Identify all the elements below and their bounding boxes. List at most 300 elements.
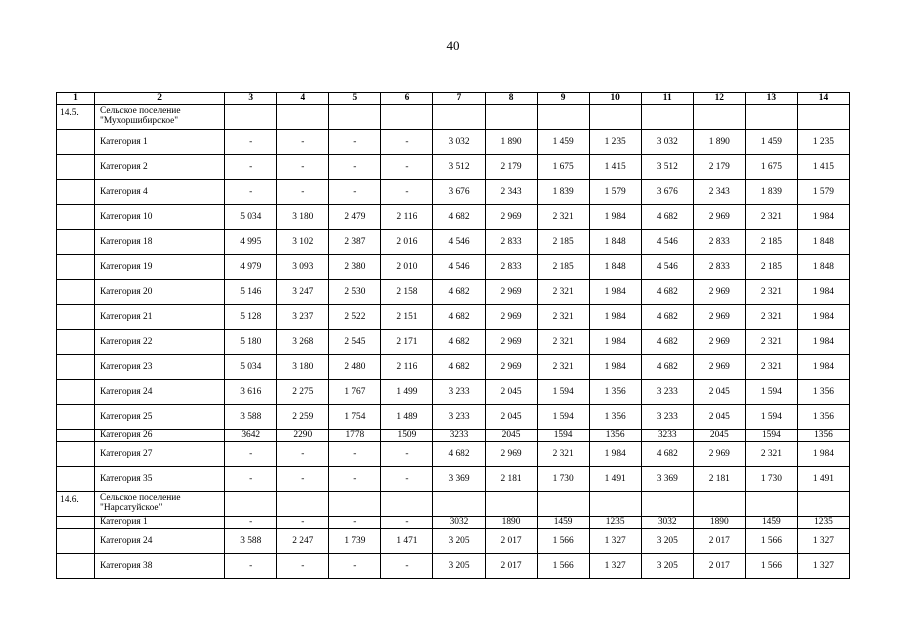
column-header: 4 — [277, 93, 329, 105]
value-cell: - — [277, 130, 329, 155]
value-cell: 2045 — [693, 430, 745, 442]
value-cell: 3 676 — [433, 180, 485, 205]
value-cell: - — [225, 442, 277, 467]
value-cell: - — [329, 442, 381, 467]
category-name: Категория 35 — [95, 467, 225, 492]
value-cell: - — [225, 554, 277, 579]
empty-cell — [589, 492, 641, 517]
value-cell: 4 979 — [225, 255, 277, 280]
table-row — [57, 305, 850, 330]
value-cell: 2 321 — [537, 442, 589, 467]
value-cell: 3 032 — [641, 130, 693, 155]
table-row — [57, 405, 850, 430]
value-cell: 2 321 — [537, 280, 589, 305]
code-cell — [57, 155, 95, 180]
value-cell: 5 180 — [225, 330, 277, 355]
table-row — [57, 230, 850, 255]
value-cell: 1 499 — [381, 380, 433, 405]
value-cell: - — [225, 130, 277, 155]
value-cell: 2 275 — [277, 380, 329, 405]
code-cell — [57, 554, 95, 579]
empty-cell — [329, 105, 381, 130]
value-cell: 4 682 — [641, 305, 693, 330]
table-row — [57, 130, 850, 155]
category-name: Категория 27 — [95, 442, 225, 467]
category-name: Категория 26 — [95, 430, 225, 442]
value-cell: 3 205 — [641, 554, 693, 579]
code-cell — [57, 230, 95, 255]
column-header: 9 — [537, 93, 589, 105]
value-cell: 1 890 — [485, 130, 537, 155]
value-cell: 2 259 — [277, 405, 329, 430]
value-cell: 2 321 — [745, 305, 797, 330]
tariff-table — [56, 92, 850, 579]
value-cell: 2 545 — [329, 330, 381, 355]
value-cell: 4 682 — [641, 442, 693, 467]
category-name: Категория 25 — [95, 405, 225, 430]
empty-cell — [641, 105, 693, 130]
code-cell — [57, 355, 95, 380]
value-cell: - — [225, 467, 277, 492]
value-cell: 2 247 — [277, 529, 329, 554]
value-cell: - — [381, 442, 433, 467]
value-cell: 1 327 — [589, 554, 641, 579]
value-cell: 2 321 — [537, 330, 589, 355]
code-cell — [57, 442, 95, 467]
empty-cell — [277, 105, 329, 130]
value-cell: 3 233 — [433, 380, 485, 405]
value-cell: 4 682 — [433, 355, 485, 380]
value-cell: 1 984 — [589, 280, 641, 305]
category-name: Категория 10 — [95, 205, 225, 230]
value-cell: 2 969 — [485, 355, 537, 380]
value-cell: 2 969 — [485, 442, 537, 467]
value-cell: 4 682 — [433, 442, 485, 467]
value-cell: 2 185 — [537, 255, 589, 280]
category-name: Категория 22 — [95, 330, 225, 355]
value-cell: - — [277, 517, 329, 529]
value-cell: 2 833 — [693, 230, 745, 255]
value-cell: 1 739 — [329, 529, 381, 554]
empty-cell — [381, 492, 433, 517]
value-cell: 1 471 — [381, 529, 433, 554]
value-cell: 4 546 — [433, 255, 485, 280]
category-name: Категория 38 — [95, 554, 225, 579]
value-cell: 2 969 — [693, 305, 745, 330]
value-cell: 2 969 — [485, 205, 537, 230]
value-cell: 4 546 — [641, 230, 693, 255]
table-row — [57, 280, 850, 305]
value-cell: 5 128 — [225, 305, 277, 330]
category-name: Категория 1 — [95, 130, 225, 155]
value-cell: 4 682 — [433, 205, 485, 230]
value-cell: 2 969 — [485, 305, 537, 330]
value-cell: 1 356 — [589, 380, 641, 405]
value-cell: 2 321 — [745, 355, 797, 380]
value-cell: 3032 — [641, 517, 693, 529]
value-cell: 2 116 — [381, 355, 433, 380]
value-cell: 1 327 — [797, 529, 849, 554]
value-cell: 1 566 — [745, 554, 797, 579]
column-header: 10 — [589, 93, 641, 105]
value-cell: 2 045 — [485, 380, 537, 405]
value-cell: - — [381, 155, 433, 180]
empty-cell — [485, 105, 537, 130]
value-cell: 1 984 — [797, 330, 849, 355]
code-cell — [57, 305, 95, 330]
value-cell: 3 237 — [277, 305, 329, 330]
table-row — [57, 554, 850, 579]
code-cell — [57, 280, 95, 305]
category-name: Категория 2 — [95, 155, 225, 180]
value-cell: 2 185 — [745, 230, 797, 255]
section-code: 14.5. — [57, 105, 95, 130]
value-cell: 1 984 — [797, 280, 849, 305]
value-cell: 1 839 — [745, 180, 797, 205]
table-row — [57, 467, 850, 492]
value-cell: 1 675 — [745, 155, 797, 180]
value-cell: 2 833 — [693, 255, 745, 280]
value-cell: 3233 — [641, 430, 693, 442]
value-cell: 3 032 — [433, 130, 485, 155]
value-cell: 4 682 — [433, 280, 485, 305]
value-cell: 4 682 — [641, 280, 693, 305]
value-cell: 4 682 — [433, 330, 485, 355]
value-cell: 1 730 — [537, 467, 589, 492]
empty-cell — [797, 492, 849, 517]
value-cell: 2 969 — [693, 442, 745, 467]
table-row — [57, 180, 850, 205]
value-cell: 2 171 — [381, 330, 433, 355]
value-cell: 3 205 — [641, 529, 693, 554]
value-cell: 1 594 — [537, 380, 589, 405]
value-cell: 3 233 — [641, 405, 693, 430]
page-number: 40 — [446, 38, 460, 53]
value-cell: 3032 — [433, 517, 485, 529]
value-cell: 1 848 — [589, 255, 641, 280]
empty-cell — [433, 492, 485, 517]
category-name: Категория 24 — [95, 380, 225, 405]
value-cell: 1356 — [589, 430, 641, 442]
value-cell: 1890 — [693, 517, 745, 529]
value-cell: 3642 — [225, 430, 277, 442]
value-cell: 2 321 — [745, 205, 797, 230]
column-header: 2 — [95, 93, 225, 105]
value-cell: 1 848 — [797, 255, 849, 280]
value-cell: - — [277, 554, 329, 579]
table-row — [57, 205, 850, 230]
table-row — [57, 330, 850, 355]
value-cell: 4 682 — [641, 205, 693, 230]
value-cell: 1 984 — [797, 442, 849, 467]
empty-cell — [433, 105, 485, 130]
value-cell: 2 045 — [693, 405, 745, 430]
value-cell: 1 489 — [381, 405, 433, 430]
value-cell: 2 530 — [329, 280, 381, 305]
value-cell: 1 491 — [589, 467, 641, 492]
value-cell: 1 566 — [537, 529, 589, 554]
value-cell: 2 343 — [485, 180, 537, 205]
value-cell: 3 180 — [277, 355, 329, 380]
value-cell: 1890 — [485, 517, 537, 529]
value-cell: 1 594 — [537, 405, 589, 430]
value-cell: 1 327 — [797, 554, 849, 579]
column-header: 14 — [797, 93, 849, 105]
table-row — [57, 355, 850, 380]
table-row — [57, 430, 850, 442]
code-cell — [57, 467, 95, 492]
value-cell: 2 179 — [693, 155, 745, 180]
value-cell: - — [329, 467, 381, 492]
value-cell: - — [381, 554, 433, 579]
value-cell: 4 682 — [641, 355, 693, 380]
section-title: Сельское поселение "Мухоршибирское" — [95, 105, 225, 130]
header-row — [57, 93, 850, 105]
value-cell: 1 356 — [797, 405, 849, 430]
value-cell: 1 890 — [693, 130, 745, 155]
value-cell: 1 984 — [797, 355, 849, 380]
value-cell: - — [381, 467, 433, 492]
section-row — [57, 105, 850, 130]
table-row — [57, 155, 850, 180]
code-cell — [57, 430, 95, 442]
value-cell: 3 093 — [277, 255, 329, 280]
value-cell: 1 235 — [797, 130, 849, 155]
empty-cell — [745, 492, 797, 517]
value-cell: 3 369 — [433, 467, 485, 492]
value-cell: 1594 — [537, 430, 589, 442]
value-cell: 1 579 — [797, 180, 849, 205]
value-cell: 1 356 — [589, 405, 641, 430]
code-cell — [57, 205, 95, 230]
code-cell — [57, 517, 95, 529]
value-cell: 3 233 — [433, 405, 485, 430]
code-cell — [57, 180, 95, 205]
value-cell: 3 369 — [641, 467, 693, 492]
column-header: 8 — [485, 93, 537, 105]
value-cell: 2 151 — [381, 305, 433, 330]
value-cell: - — [329, 554, 381, 579]
value-cell: - — [329, 517, 381, 529]
table-row — [57, 517, 850, 529]
empty-cell — [537, 105, 589, 130]
value-cell: 2 969 — [693, 330, 745, 355]
value-cell: 1 984 — [589, 305, 641, 330]
column-header: 13 — [745, 93, 797, 105]
section-code: 14.6. — [57, 492, 95, 517]
value-cell: 2 185 — [537, 230, 589, 255]
value-cell: 3 233 — [641, 380, 693, 405]
value-cell: - — [329, 130, 381, 155]
value-cell: 4 682 — [433, 305, 485, 330]
category-name: Категория 19 — [95, 255, 225, 280]
value-cell: 1 579 — [589, 180, 641, 205]
value-cell: 1 594 — [745, 380, 797, 405]
value-cell: 2 185 — [745, 255, 797, 280]
value-cell: 1 848 — [589, 230, 641, 255]
empty-cell — [225, 492, 277, 517]
value-cell: 3 205 — [433, 529, 485, 554]
value-cell: 1 984 — [797, 205, 849, 230]
code-cell — [57, 405, 95, 430]
value-cell: 2 017 — [485, 529, 537, 554]
value-cell: 2 343 — [693, 180, 745, 205]
value-cell: 4 682 — [641, 330, 693, 355]
value-cell: 2 969 — [485, 280, 537, 305]
value-cell: 1 491 — [797, 467, 849, 492]
value-cell: - — [381, 180, 433, 205]
value-cell: 2 321 — [537, 305, 589, 330]
empty-cell — [381, 105, 433, 130]
value-cell: 1 675 — [537, 155, 589, 180]
value-cell: - — [277, 467, 329, 492]
value-cell: 2 387 — [329, 230, 381, 255]
value-cell: 3 512 — [641, 155, 693, 180]
value-cell: 1459 — [745, 517, 797, 529]
value-cell: 2 016 — [381, 230, 433, 255]
value-cell: 1 235 — [589, 130, 641, 155]
value-cell: - — [381, 517, 433, 529]
code-cell — [57, 529, 95, 554]
category-name: Категория 24 — [95, 529, 225, 554]
empty-cell — [693, 105, 745, 130]
table-row — [57, 442, 850, 467]
value-cell: 1594 — [745, 430, 797, 442]
value-cell: 2 969 — [485, 330, 537, 355]
category-name: Категория 23 — [95, 355, 225, 380]
category-name: Категория 20 — [95, 280, 225, 305]
value-cell: - — [277, 155, 329, 180]
value-cell: 2 833 — [485, 255, 537, 280]
value-cell: - — [225, 155, 277, 180]
value-cell: 2 116 — [381, 205, 433, 230]
empty-cell — [589, 105, 641, 130]
code-cell — [57, 330, 95, 355]
value-cell: 1509 — [381, 430, 433, 442]
value-cell: 1 984 — [589, 330, 641, 355]
value-cell: 3 512 — [433, 155, 485, 180]
value-cell: - — [381, 130, 433, 155]
value-cell: 1 767 — [329, 380, 381, 405]
value-cell: 2 969 — [693, 355, 745, 380]
value-cell: 2 017 — [693, 554, 745, 579]
value-cell: 3 180 — [277, 205, 329, 230]
value-cell: 5 034 — [225, 205, 277, 230]
value-cell: 3 676 — [641, 180, 693, 205]
category-name: Категория 4 — [95, 180, 225, 205]
empty-cell — [329, 492, 381, 517]
value-cell: 2 179 — [485, 155, 537, 180]
value-cell: 2045 — [485, 430, 537, 442]
value-cell: 2 833 — [485, 230, 537, 255]
value-cell: - — [329, 180, 381, 205]
value-cell: 3233 — [433, 430, 485, 442]
value-cell: 1 984 — [589, 355, 641, 380]
column-header: 12 — [693, 93, 745, 105]
value-cell: 1 594 — [745, 405, 797, 430]
value-cell: 2 321 — [745, 442, 797, 467]
value-cell: 5 146 — [225, 280, 277, 305]
value-cell: 2 321 — [745, 280, 797, 305]
value-cell: 2 969 — [693, 205, 745, 230]
value-cell: 2 321 — [745, 330, 797, 355]
value-cell: - — [225, 517, 277, 529]
value-cell: 4 546 — [433, 230, 485, 255]
value-cell: - — [277, 180, 329, 205]
value-cell: - — [277, 442, 329, 467]
column-header: 3 — [225, 93, 277, 105]
value-cell: 1356 — [797, 430, 849, 442]
column-header: 6 — [381, 93, 433, 105]
value-cell: 1 566 — [537, 554, 589, 579]
value-cell: 2 045 — [485, 405, 537, 430]
value-cell: 1 415 — [589, 155, 641, 180]
category-name: Категория 21 — [95, 305, 225, 330]
empty-cell — [693, 492, 745, 517]
value-cell: 3 205 — [433, 554, 485, 579]
table-row — [57, 529, 850, 554]
value-cell: 1 459 — [745, 130, 797, 155]
value-cell: - — [329, 155, 381, 180]
empty-cell — [537, 492, 589, 517]
column-header: 1 — [57, 93, 95, 105]
value-cell: 1778 — [329, 430, 381, 442]
value-cell: 1 754 — [329, 405, 381, 430]
value-cell: 2 321 — [537, 355, 589, 380]
column-header: 5 — [329, 93, 381, 105]
table-body — [57, 105, 850, 579]
value-cell: 1 839 — [537, 180, 589, 205]
value-cell: 1 984 — [589, 205, 641, 230]
category-name: Категория 18 — [95, 230, 225, 255]
empty-cell — [485, 492, 537, 517]
value-cell: 2 181 — [693, 467, 745, 492]
empty-cell — [745, 105, 797, 130]
value-cell: 3 102 — [277, 230, 329, 255]
value-cell: 2 969 — [693, 280, 745, 305]
code-cell — [57, 130, 95, 155]
value-cell: 2290 — [277, 430, 329, 442]
category-name: Категория 1 — [95, 517, 225, 529]
value-cell: 1 415 — [797, 155, 849, 180]
value-cell: 1459 — [537, 517, 589, 529]
section-row — [57, 492, 850, 517]
code-cell — [57, 380, 95, 405]
column-header: 7 — [433, 93, 485, 105]
column-header: 11 — [641, 93, 693, 105]
value-cell: 2 010 — [381, 255, 433, 280]
value-cell: 5 034 — [225, 355, 277, 380]
value-cell: 4 995 — [225, 230, 277, 255]
value-cell: 2 321 — [537, 205, 589, 230]
value-cell: 2 045 — [693, 380, 745, 405]
value-cell: 1 848 — [797, 230, 849, 255]
table-row — [57, 255, 850, 280]
value-cell: 3 247 — [277, 280, 329, 305]
value-cell: 2 017 — [693, 529, 745, 554]
value-cell: 2 522 — [329, 305, 381, 330]
value-cell: - — [225, 180, 277, 205]
value-cell: 1 356 — [797, 380, 849, 405]
code-cell — [57, 255, 95, 280]
value-cell: 1 566 — [745, 529, 797, 554]
value-cell: 1 984 — [797, 305, 849, 330]
value-cell: 3 616 — [225, 380, 277, 405]
empty-cell — [797, 105, 849, 130]
value-cell: 1 730 — [745, 467, 797, 492]
value-cell: 3 588 — [225, 405, 277, 430]
value-cell: 2 479 — [329, 205, 381, 230]
